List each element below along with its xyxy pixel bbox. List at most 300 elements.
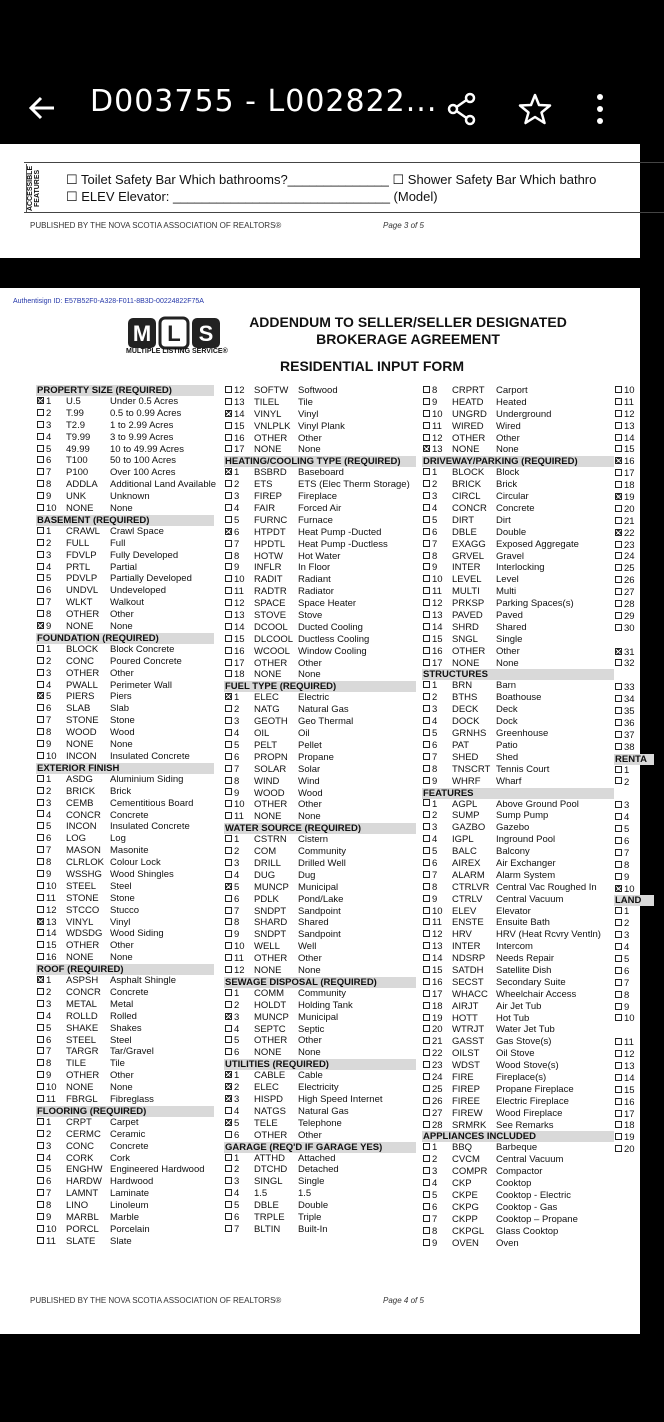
unchecked-checkbox[interactable] — [225, 871, 232, 878]
unchecked-checkbox[interactable] — [225, 954, 232, 961]
unchecked-checkbox[interactable] — [615, 683, 622, 690]
unchecked-checkbox[interactable] — [37, 468, 44, 475]
unchecked-checkbox[interactable] — [423, 859, 430, 866]
unchecked-checkbox[interactable] — [225, 741, 232, 748]
checked-checkbox[interactable] — [37, 622, 44, 629]
unchecked-checkbox[interactable] — [37, 1047, 44, 1054]
unchecked-checkbox[interactable] — [615, 1121, 622, 1128]
checked-checkbox[interactable] — [225, 1013, 232, 1020]
unchecked-checkbox[interactable] — [37, 799, 44, 806]
option-number: 1 — [432, 680, 438, 692]
unchecked-checkbox[interactable] — [225, 1048, 232, 1055]
unchecked-checkbox[interactable] — [423, 1085, 430, 1092]
unchecked-checkbox[interactable] — [37, 1012, 44, 1019]
unchecked-checkbox[interactable] — [37, 704, 44, 711]
option-number: 6 — [46, 703, 52, 715]
unchecked-checkbox[interactable] — [37, 1071, 44, 1078]
unchecked-checkbox[interactable] — [37, 527, 44, 534]
unchecked-checkbox[interactable] — [423, 1155, 430, 1162]
unchecked-checkbox[interactable] — [225, 835, 232, 842]
unchecked-checkbox[interactable] — [225, 1201, 232, 1208]
unchecked-checkbox[interactable] — [615, 1050, 622, 1057]
checkbox-option — [224, 622, 416, 634]
unchecked-checkbox[interactable] — [423, 1014, 430, 1021]
checked-checkbox[interactable] — [615, 885, 622, 892]
checkbox-option — [422, 858, 614, 870]
checked-checkbox[interactable] — [37, 397, 44, 404]
unchecked-checkbox[interactable] — [423, 647, 430, 654]
unchecked-checkbox[interactable] — [423, 705, 430, 712]
unchecked-checkbox[interactable] — [225, 611, 232, 618]
unchecked-checkbox[interactable] — [423, 386, 430, 393]
unchecked-checkbox[interactable] — [615, 813, 622, 820]
unchecked-checkbox[interactable] — [615, 624, 622, 631]
unchecked-checkbox[interactable] — [423, 693, 430, 700]
unchecked-checkbox[interactable] — [615, 849, 622, 856]
unchecked-checkbox[interactable] — [37, 1095, 44, 1102]
option-description: Telephone — [298, 1117, 342, 1129]
unchecked-checkbox[interactable] — [225, 635, 232, 642]
checked-checkbox[interactable] — [615, 648, 622, 655]
unchecked-checkbox[interactable] — [423, 1143, 430, 1150]
unchecked-checkbox[interactable] — [225, 623, 232, 630]
unchecked-checkbox[interactable] — [37, 492, 44, 499]
checkbox-option — [422, 1154, 614, 1166]
unchecked-checkbox[interactable] — [423, 516, 430, 523]
unchecked-checkbox[interactable] — [225, 398, 232, 405]
checkbox-option — [224, 1082, 416, 1094]
unchecked-checkbox[interactable] — [615, 1074, 622, 1081]
unchecked-checkbox[interactable] — [423, 765, 430, 772]
option-code: FIREW — [452, 1107, 483, 1119]
checked-checkbox[interactable] — [615, 457, 622, 464]
unchecked-checkbox[interactable] — [423, 1167, 430, 1174]
unchecked-checkbox[interactable] — [37, 953, 44, 960]
option-code: INFLR — [254, 562, 282, 574]
unchecked-checkbox[interactable] — [37, 1000, 44, 1007]
unchecked-checkbox[interactable] — [37, 669, 44, 676]
unchecked-checkbox[interactable] — [37, 480, 44, 487]
unchecked-checkbox[interactable] — [423, 978, 430, 985]
unchecked-checkbox[interactable] — [225, 859, 232, 866]
unchecked-checkbox[interactable] — [423, 434, 430, 441]
unchecked-checkbox[interactable] — [423, 659, 430, 666]
unchecked-checkbox[interactable] — [225, 587, 232, 594]
unchecked-checkbox[interactable] — [225, 966, 232, 973]
unchecked-checkbox[interactable] — [423, 930, 430, 937]
unchecked-checkbox[interactable] — [423, 895, 430, 902]
checkbox-option — [224, 917, 416, 929]
unchecked-checkbox[interactable] — [423, 717, 430, 724]
unchecked-checkbox[interactable] — [615, 1133, 622, 1140]
unchecked-checkbox[interactable] — [423, 1049, 430, 1056]
unchecked-checkbox[interactable] — [37, 433, 44, 440]
unchecked-checkbox[interactable] — [615, 1003, 622, 1010]
unchecked-checkbox[interactable] — [37, 894, 44, 901]
unchecked-checkbox[interactable] — [37, 929, 44, 936]
unchecked-checkbox[interactable] — [423, 1215, 430, 1222]
option-code: SNDPT — [254, 929, 287, 941]
checked-checkbox[interactable] — [225, 1119, 232, 1126]
unchecked-checkbox[interactable] — [423, 587, 430, 594]
option-description: Central Vacuum — [496, 1154, 564, 1166]
unchecked-checkbox[interactable] — [423, 552, 430, 559]
unchecked-checkbox[interactable] — [225, 1165, 232, 1172]
unchecked-checkbox[interactable] — [37, 1213, 44, 1220]
unchecked-checkbox[interactable] — [423, 954, 430, 961]
option-code: BRICK — [66, 785, 96, 797]
unchecked-checkbox[interactable] — [423, 540, 430, 547]
unchecked-checkbox[interactable] — [423, 528, 430, 535]
unchecked-checkbox[interactable] — [423, 847, 430, 854]
unchecked-checkbox[interactable] — [37, 1189, 44, 1196]
unchecked-checkbox[interactable] — [423, 1239, 430, 1246]
unchecked-checkbox[interactable] — [225, 729, 232, 736]
unchecked-checkbox[interactable] — [615, 1098, 622, 1105]
unchecked-checkbox[interactable] — [225, 1213, 232, 1220]
checked-checkbox[interactable] — [615, 529, 622, 536]
option-code: HOTW — [254, 550, 284, 562]
unchecked-checkbox[interactable] — [37, 752, 44, 759]
unchecked-checkbox[interactable] — [225, 1177, 232, 1184]
checked-checkbox[interactable] — [225, 1071, 232, 1078]
unchecked-checkbox[interactable] — [225, 705, 232, 712]
option-number: 15 — [432, 964, 443, 976]
option-code: NONE — [66, 1082, 94, 1094]
unchecked-checkbox[interactable] — [225, 788, 232, 795]
unchecked-checkbox[interactable] — [37, 610, 44, 617]
unchecked-checkbox[interactable] — [423, 777, 430, 784]
unchecked-checkbox[interactable] — [225, 942, 232, 949]
option-code: SRMRK — [452, 1119, 487, 1131]
unchecked-checkbox[interactable] — [423, 907, 430, 914]
unchecked-checkbox[interactable] — [423, 823, 430, 830]
unchecked-checkbox[interactable] — [37, 1225, 44, 1232]
unchecked-checkbox[interactable] — [225, 516, 232, 523]
unchecked-checkbox[interactable] — [615, 469, 622, 476]
unchecked-checkbox[interactable] — [225, 1154, 232, 1161]
unchecked-checkbox[interactable] — [225, 1189, 232, 1196]
unchecked-checkbox[interactable] — [615, 1110, 622, 1117]
unchecked-checkbox[interactable] — [37, 563, 44, 570]
unchecked-checkbox[interactable] — [423, 835, 430, 842]
unchecked-checkbox[interactable] — [225, 552, 232, 559]
unchecked-checkbox[interactable] — [37, 409, 44, 416]
unchecked-checkbox[interactable] — [37, 1177, 44, 1184]
unchecked-checkbox[interactable] — [225, 480, 232, 487]
unchecked-checkbox[interactable] — [615, 434, 622, 441]
unchecked-checkbox[interactable] — [423, 966, 430, 973]
unchecked-checkbox[interactable] — [225, 1001, 232, 1008]
checked-checkbox[interactable] — [225, 1083, 232, 1090]
unchecked-checkbox[interactable] — [423, 942, 430, 949]
unchecked-checkbox[interactable] — [423, 563, 430, 570]
unchecked-checkbox[interactable] — [225, 812, 232, 819]
unchecked-checkbox[interactable] — [615, 576, 622, 583]
unchecked-checkbox[interactable] — [423, 1037, 430, 1044]
unchecked-checkbox[interactable] — [423, 635, 430, 642]
unchecked-checkbox[interactable] — [37, 728, 44, 735]
option-number: 6 — [432, 1201, 438, 1213]
unchecked-checkbox[interactable] — [225, 930, 232, 937]
unchecked-checkbox[interactable] — [37, 574, 44, 581]
unchecked-checkbox[interactable] — [615, 398, 622, 405]
unchecked-checkbox[interactable] — [615, 1062, 622, 1069]
checked-checkbox[interactable] — [225, 528, 232, 535]
unchecked-checkbox[interactable] — [37, 810, 44, 817]
unchecked-checkbox[interactable] — [37, 1154, 44, 1161]
unchecked-checkbox[interactable] — [37, 445, 44, 452]
unchecked-checkbox[interactable] — [615, 481, 622, 488]
unchecked-checkbox[interactable] — [423, 1121, 430, 1128]
unchecked-checkbox[interactable] — [615, 979, 622, 986]
unchecked-checkbox[interactable] — [37, 456, 44, 463]
unchecked-checkbox[interactable] — [37, 1201, 44, 1208]
unchecked-checkbox[interactable] — [225, 540, 232, 547]
unchecked-checkbox[interactable] — [37, 1237, 44, 1244]
unchecked-checkbox[interactable] — [423, 410, 430, 417]
option-code: SINGL — [254, 1176, 283, 1188]
unchecked-checkbox[interactable] — [225, 434, 232, 441]
unchecked-checkbox[interactable] — [615, 825, 622, 832]
checked-checkbox[interactable] — [37, 918, 44, 925]
unchecked-checkbox[interactable] — [615, 600, 622, 607]
checked-checkbox[interactable] — [225, 883, 232, 890]
unchecked-checkbox[interactable] — [615, 801, 622, 808]
option-number: 3 — [624, 800, 630, 812]
unchecked-checkbox[interactable] — [423, 990, 430, 997]
unchecked-checkbox[interactable] — [615, 552, 622, 559]
unchecked-checkbox[interactable] — [37, 716, 44, 723]
unchecked-checkbox[interactable] — [615, 410, 622, 417]
unchecked-checkbox[interactable] — [615, 766, 622, 773]
unchecked-checkbox[interactable] — [225, 918, 232, 925]
unchecked-checkbox[interactable] — [37, 1024, 44, 1031]
unchecked-checkbox[interactable] — [37, 787, 44, 794]
checked-checkbox[interactable] — [423, 445, 430, 452]
checked-checkbox[interactable] — [225, 693, 232, 700]
unchecked-checkbox[interactable] — [423, 741, 430, 748]
unchecked-checkbox[interactable] — [423, 729, 430, 736]
unchecked-checkbox[interactable] — [37, 858, 44, 865]
unchecked-checkbox[interactable] — [615, 743, 622, 750]
unchecked-checkbox[interactable] — [423, 504, 430, 511]
option-code: NONE — [254, 964, 282, 976]
unchecked-checkbox[interactable] — [615, 955, 622, 962]
unchecked-checkbox[interactable] — [423, 422, 430, 429]
unchecked-checkbox[interactable] — [423, 398, 430, 405]
checked-checkbox[interactable] — [225, 1095, 232, 1102]
option-code: ELEV — [452, 905, 477, 917]
checkbox-option — [614, 647, 654, 659]
unchecked-checkbox[interactable] — [37, 1130, 44, 1137]
option-number: 8 — [46, 857, 52, 869]
unchecked-checkbox[interactable] — [615, 386, 622, 393]
unchecked-checkbox[interactable] — [225, 575, 232, 582]
unchecked-checkbox[interactable] — [37, 1059, 44, 1066]
unchecked-checkbox[interactable] — [615, 1145, 622, 1152]
unchecked-checkbox[interactable] — [37, 870, 44, 877]
unchecked-checkbox[interactable] — [423, 871, 430, 878]
unchecked-checkbox[interactable] — [615, 719, 622, 726]
unchecked-checkbox[interactable] — [225, 386, 232, 393]
unchecked-checkbox[interactable] — [225, 647, 232, 654]
unchecked-checkbox[interactable] — [615, 1086, 622, 1093]
unchecked-checkbox[interactable] — [615, 837, 622, 844]
unchecked-checkbox[interactable] — [37, 740, 44, 747]
more-options-icon[interactable] — [594, 92, 606, 126]
unchecked-checkbox[interactable] — [225, 670, 232, 677]
unchecked-checkbox[interactable] — [423, 623, 430, 630]
back-arrow-icon[interactable] — [26, 92, 58, 124]
unchecked-checkbox[interactable] — [423, 1109, 430, 1116]
unchecked-checkbox[interactable] — [225, 895, 232, 902]
unchecked-checkbox[interactable] — [37, 1118, 44, 1125]
unchecked-checkbox[interactable] — [37, 834, 44, 841]
unchecked-checkbox[interactable] — [615, 931, 622, 938]
unchecked-checkbox[interactable] — [615, 1038, 622, 1045]
unchecked-checkbox[interactable] — [37, 988, 44, 995]
unchecked-checkbox[interactable] — [423, 681, 430, 688]
unchecked-checkbox[interactable] — [225, 753, 232, 760]
unchecked-checkbox[interactable] — [225, 989, 232, 996]
unchecked-checkbox[interactable] — [225, 422, 232, 429]
unchecked-checkbox[interactable] — [423, 799, 430, 806]
unchecked-checkbox[interactable] — [225, 800, 232, 807]
unchecked-checkbox[interactable] — [37, 882, 44, 889]
unchecked-checkbox[interactable] — [615, 777, 622, 784]
unchecked-checkbox[interactable] — [423, 468, 430, 475]
checked-checkbox[interactable] — [615, 493, 622, 500]
checkbox-option — [614, 1132, 654, 1144]
unchecked-checkbox[interactable] — [615, 505, 622, 512]
unchecked-checkbox[interactable] — [225, 765, 232, 772]
unchecked-checkbox[interactable] — [37, 906, 44, 913]
checked-checkbox[interactable] — [225, 410, 232, 417]
unchecked-checkbox[interactable] — [37, 846, 44, 853]
unchecked-checkbox[interactable] — [37, 657, 44, 664]
unchecked-checkbox[interactable] — [225, 907, 232, 914]
option-code: WELL — [254, 941, 280, 953]
option-number: 10 — [46, 1082, 57, 1094]
unchecked-checkbox[interactable] — [225, 492, 232, 499]
unchecked-checkbox[interactable] — [423, 1002, 430, 1009]
unchecked-checkbox[interactable] — [423, 1191, 430, 1198]
unchecked-checkbox[interactable] — [423, 753, 430, 760]
unchecked-checkbox[interactable] — [423, 883, 430, 890]
unchecked-checkbox[interactable] — [615, 695, 622, 702]
unchecked-checkbox[interactable] — [225, 445, 232, 452]
unchecked-checkbox[interactable] — [615, 422, 622, 429]
unchecked-checkbox[interactable] — [225, 717, 232, 724]
unchecked-checkbox[interactable] — [225, 1131, 232, 1138]
unchecked-checkbox[interactable] — [615, 873, 622, 880]
unchecked-checkbox[interactable] — [423, 918, 430, 925]
unchecked-checkbox[interactable] — [225, 504, 232, 511]
checkbox-option — [36, 1212, 214, 1224]
unchecked-checkbox[interactable] — [615, 943, 622, 950]
checked-checkbox[interactable] — [225, 468, 232, 475]
share-icon[interactable] — [446, 92, 478, 126]
unchecked-checkbox[interactable] — [615, 731, 622, 738]
unchecked-checkbox[interactable] — [615, 517, 622, 524]
unchecked-checkbox[interactable] — [615, 991, 622, 998]
unchecked-checkbox[interactable] — [37, 1083, 44, 1090]
unchecked-checkbox[interactable] — [615, 541, 622, 548]
option-description: Under 0.5 Acres — [110, 396, 179, 407]
unchecked-checkbox[interactable] — [423, 1097, 430, 1104]
unchecked-checkbox[interactable] — [37, 539, 44, 546]
option-description: Forced Air — [298, 503, 342, 515]
unchecked-checkbox[interactable] — [37, 1142, 44, 1149]
unchecked-checkbox[interactable] — [423, 1073, 430, 1080]
unchecked-checkbox[interactable] — [225, 599, 232, 606]
unchecked-checkbox[interactable] — [37, 1165, 44, 1172]
option-number: 8 — [432, 1225, 438, 1237]
unchecked-checkbox[interactable] — [225, 777, 232, 784]
unchecked-checkbox[interactable] — [423, 1025, 430, 1032]
unchecked-checkbox[interactable] — [225, 563, 232, 570]
unchecked-checkbox[interactable] — [225, 1225, 232, 1232]
checked-checkbox[interactable] — [37, 976, 44, 983]
unchecked-checkbox[interactable] — [37, 421, 44, 428]
unchecked-checkbox[interactable] — [225, 659, 232, 666]
unchecked-checkbox[interactable] — [225, 1036, 232, 1043]
unchecked-checkbox[interactable] — [423, 611, 430, 618]
option-description: None — [298, 964, 321, 976]
unchecked-checkbox[interactable] — [615, 564, 622, 571]
unchecked-checkbox[interactable] — [615, 861, 622, 868]
checkbox-option — [36, 928, 214, 940]
unchecked-checkbox[interactable] — [37, 598, 44, 605]
unchecked-checkbox[interactable] — [423, 811, 430, 818]
unchecked-checkbox[interactable] — [615, 1014, 622, 1021]
unchecked-checkbox[interactable] — [37, 1036, 44, 1043]
unchecked-checkbox[interactable] — [225, 847, 232, 854]
unchecked-checkbox[interactable] — [225, 1107, 232, 1114]
unchecked-checkbox[interactable] — [615, 612, 622, 619]
checkbox-option — [614, 611, 654, 623]
unchecked-checkbox[interactable] — [423, 1179, 430, 1186]
unchecked-checkbox[interactable] — [37, 775, 44, 782]
option-number: 11 — [624, 396, 634, 408]
star-icon[interactable] — [518, 92, 552, 126]
unchecked-checkbox[interactable] — [37, 681, 44, 688]
unchecked-checkbox[interactable] — [423, 1061, 430, 1068]
unchecked-checkbox[interactable] — [37, 551, 44, 558]
unchecked-checkbox[interactable] — [225, 1025, 232, 1032]
unchecked-checkbox[interactable] — [37, 941, 44, 948]
unchecked-checkbox[interactable] — [615, 445, 622, 452]
unchecked-checkbox[interactable] — [615, 919, 622, 926]
unchecked-checkbox[interactable] — [423, 1203, 430, 1210]
unchecked-checkbox[interactable] — [423, 575, 430, 582]
unchecked-checkbox[interactable] — [615, 967, 622, 974]
unchecked-checkbox[interactable] — [37, 504, 44, 511]
unchecked-checkbox[interactable] — [615, 659, 622, 666]
unchecked-checkbox[interactable] — [615, 907, 622, 914]
unchecked-checkbox[interactable] — [37, 645, 44, 652]
unchecked-checkbox[interactable] — [37, 822, 44, 829]
unchecked-checkbox[interactable] — [423, 492, 430, 499]
unchecked-checkbox[interactable] — [423, 1227, 430, 1234]
unchecked-checkbox[interactable] — [423, 480, 430, 487]
unchecked-checkbox[interactable] — [37, 586, 44, 593]
unchecked-checkbox[interactable] — [615, 588, 622, 595]
checked-checkbox[interactable] — [37, 692, 44, 699]
unchecked-checkbox[interactable] — [615, 707, 622, 714]
unchecked-checkbox[interactable] — [423, 599, 430, 606]
